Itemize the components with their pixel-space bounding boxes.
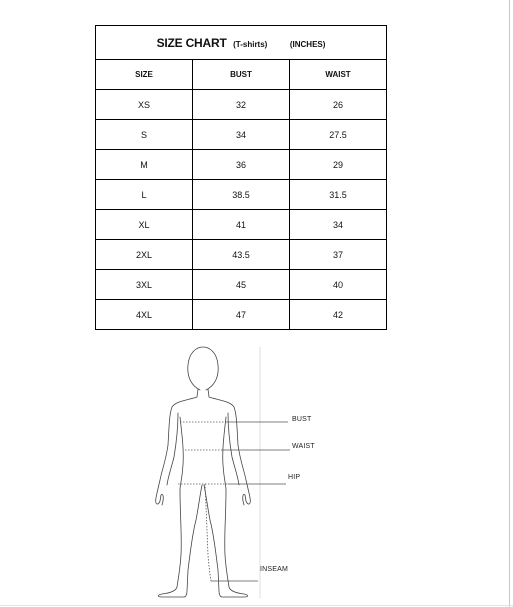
table-row: [96, 210, 387, 240]
chart-unit: (INCHES): [289, 39, 326, 49]
table-row: [96, 150, 387, 180]
table-row: [96, 270, 387, 300]
cell-bust: 47: [193, 300, 290, 330]
cell-bust: 45: [193, 270, 290, 300]
inseam-measure-line: [205, 484, 211, 581]
header-size: SIZE: [96, 60, 193, 90]
cell-bust: 43.5: [193, 240, 290, 270]
hip-label: HIP: [288, 474, 301, 481]
page-edge: [509, 0, 510, 607]
table-title-row: [96, 26, 387, 60]
chart-title: SIZE CHART: [156, 35, 227, 50]
cell-size: 3XL: [96, 270, 193, 300]
page-edge-bottom: [0, 605, 513, 606]
cell-size: 2XL: [96, 240, 193, 270]
table-title: [96, 26, 387, 60]
cell-size: L: [96, 180, 193, 210]
chart-subtitle: (T-shirts): [233, 39, 268, 49]
cell-waist: 34: [290, 210, 387, 240]
cell-size: XS: [96, 90, 193, 120]
cell-size: S: [96, 120, 193, 150]
cell-waist: 42: [290, 300, 387, 330]
inseam-label: INSEAM: [260, 566, 289, 573]
cell-size: XL: [96, 210, 193, 240]
cell-waist: 27.5: [290, 120, 387, 150]
table-header-row: [96, 60, 387, 90]
size-chart-table: [95, 25, 387, 330]
table-row: [96, 120, 387, 150]
header-bust: BUST: [193, 60, 290, 90]
waist-label: WAIST: [292, 443, 315, 450]
table-row: [96, 240, 387, 270]
table-row: [96, 90, 387, 120]
cell-waist: 31.5: [290, 180, 387, 210]
cell-size: M: [96, 150, 193, 180]
human-figure-icon: [140, 345, 340, 600]
cell-bust: 38.5: [193, 180, 290, 210]
cell-waist: 29: [290, 150, 387, 180]
head-outline: [188, 347, 218, 390]
table-row: [96, 180, 387, 210]
cell-waist: 26: [290, 90, 387, 120]
cell-bust: 36: [193, 150, 290, 180]
cell-bust: 34: [193, 120, 290, 150]
body-measurement-diagram: [140, 345, 340, 600]
table-row: [96, 300, 387, 330]
cell-size: 4XL: [96, 300, 193, 330]
cell-bust: 32: [193, 90, 290, 120]
header-waist: WAIST: [290, 60, 387, 90]
cell-waist: 40: [290, 270, 387, 300]
bust-label: BUST: [292, 416, 312, 423]
cell-bust: 41: [193, 210, 290, 240]
cell-waist: 37: [290, 240, 387, 270]
